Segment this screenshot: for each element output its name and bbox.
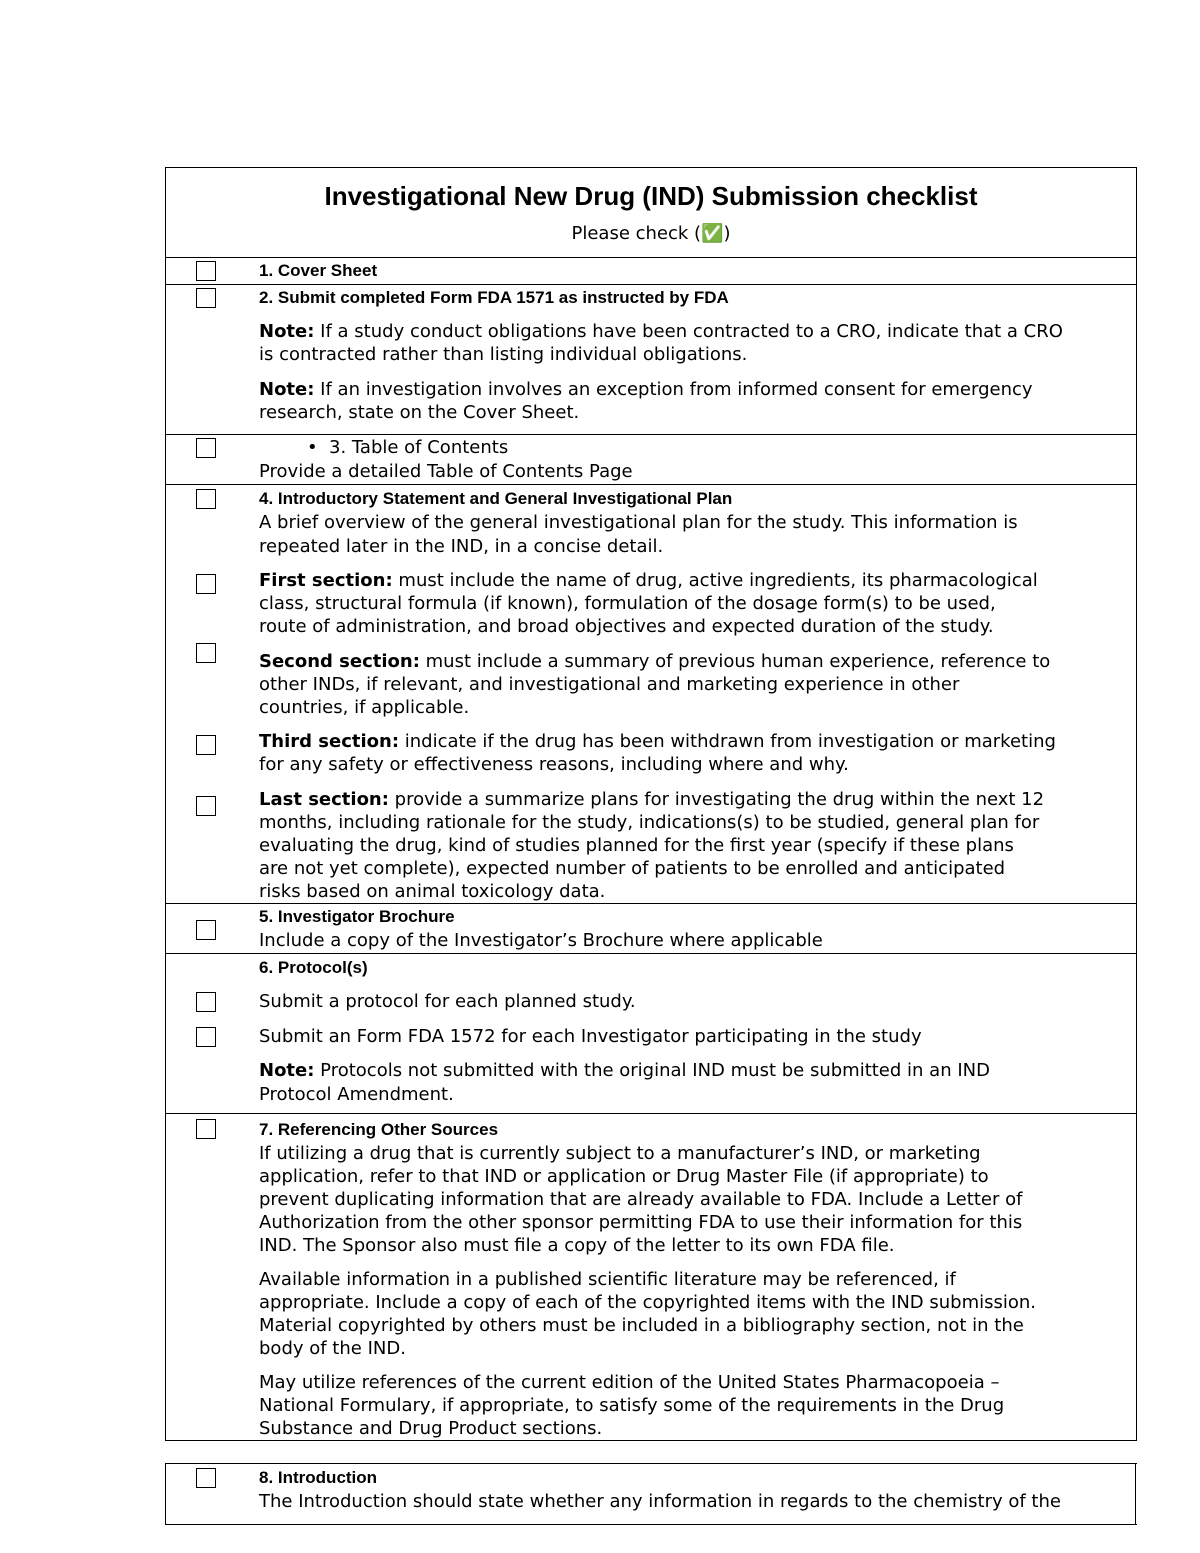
note-text: If a study conduct obligations have been contracted to a CRO, indicate that a CRO	[314, 321, 1063, 342]
protocol-item: Submit an Form FDA 1572 for each Investigator participating in the study	[259, 1026, 922, 1047]
pharmacopoeia-paragraph: Substance and Drug Product sections.	[259, 1418, 603, 1439]
note-label: Note:	[259, 321, 315, 342]
bullet-icon: •	[307, 437, 318, 458]
section-heading-introduction: 8. Introduction	[259, 1468, 378, 1487]
last-section-line: risks based on animal toxicology data.	[259, 881, 606, 902]
first-section-label: First section:	[259, 570, 393, 591]
table-edge	[1135, 1463, 1136, 1525]
third-section-line: for any safety or effectiveness reasons, including where and why.	[259, 754, 849, 775]
first-section-line: route of administration, and broad objectives and expected duration of the study.	[259, 616, 994, 637]
row-divider	[165, 434, 1137, 435]
last-section-label: Last section:	[259, 789, 389, 810]
second-section-line: must include a summary of previous human experience, reference to	[419, 651, 1051, 672]
checkbox-referencing-other-sources[interactable]	[196, 1119, 216, 1139]
references-paragraph: If utilizing a drug that is currently subject to a manufacturer’s IND, or marketing	[259, 1143, 981, 1164]
last-section-text	[259, 788, 1044, 811]
references-paragraph: IND. The Sponsor also must file a copy of the letter to its own FDA file.	[259, 1235, 895, 1256]
page-subtitle: Please check (✅)	[571, 223, 731, 244]
section-heading-referencing-other-sources: 7. Referencing Other Sources	[259, 1120, 499, 1139]
note-label: Note:	[259, 379, 315, 400]
second-section-line: other INDs, if relevant, and investigational and marketing experience in other	[259, 674, 960, 695]
first-section-line: class, structural formula (if known), formulation of the dosage form(s) to be used,	[259, 593, 996, 614]
checkbox-table-of-contents[interactable]	[196, 438, 216, 458]
protocol-item: Submit a protocol for each planned study.	[259, 991, 636, 1012]
pharmacopoeia-paragraph: National Formulary, if appropriate, to satisfy some of the requirements in the Drug	[259, 1395, 1005, 1416]
row-divider	[165, 284, 1137, 285]
note-consent	[259, 378, 1033, 401]
section-heading-investigator-brochure: 5. Investigator Brochure	[259, 907, 455, 926]
section-heading-protocols: 6. Protocol(s)	[259, 958, 368, 977]
row-divider	[165, 1463, 1137, 1464]
row-divider	[165, 257, 1137, 258]
note-text: If an investigation involves an exception from informed consent for emergency	[314, 379, 1033, 400]
third-section-text	[259, 730, 1056, 753]
note-label: Note:	[259, 1060, 315, 1081]
literature-paragraph: Material copyrighted by others must be included in a bibliography section, not in the	[259, 1315, 1024, 1336]
checkbox-introduction[interactable]	[196, 1468, 216, 1488]
checkbox-form-1571[interactable]	[196, 288, 216, 308]
references-paragraph: application, refer to that IND or application or Drug Master File (if appropriate) to	[259, 1166, 989, 1187]
protocol-note-line: Protocol Amendment.	[259, 1084, 454, 1105]
row-divider	[165, 953, 1137, 954]
table-edge	[165, 1463, 166, 1525]
references-paragraph: prevent duplicating information that are already available to FDA. Include a Letter of	[259, 1189, 1023, 1210]
note-cro	[259, 320, 1063, 343]
section-heading-cover-sheet: 1. Cover Sheet	[259, 261, 378, 280]
first-section-text	[259, 569, 1038, 592]
checkbox-protocol-study[interactable]	[196, 992, 216, 1012]
page-title: Investigational New Drug (IND) Submission checklist	[324, 181, 978, 211]
section-heading-form-1571: 2. Submit completed Form FDA 1571 as instructed by FDA	[259, 288, 729, 307]
checkbox-cover-sheet[interactable]	[196, 261, 216, 281]
intro-text: A brief overview of the general investigational plan for the study. This information is	[259, 512, 1018, 533]
checkbox-investigator-brochure[interactable]	[196, 920, 216, 940]
checkbox-introductory-statement[interactable]	[196, 489, 216, 509]
last-section-line: evaluating the drug, kind of studies planned for the first year (specify if these plans	[259, 835, 1014, 856]
row-divider	[165, 1113, 1137, 1114]
checkbox-last-section[interactable]	[196, 796, 216, 816]
first-section-line: must include the name of drug, active ingredients, its pharmacological	[392, 570, 1038, 591]
section-body-investigator-brochure: Include a copy of the Investigator’s Brochure where applicable	[259, 930, 823, 951]
checkbox-third-section[interactable]	[196, 735, 216, 755]
last-section-line: months, including rationale for the study, indications(s) to be studied, general plan for	[259, 812, 1040, 833]
row-divider	[165, 484, 1137, 485]
literature-paragraph: body of the IND.	[259, 1338, 406, 1359]
second-section-text	[259, 650, 1050, 673]
section-body-introduction: The Introduction should state whether any information in regards to the chemistry of the	[259, 1491, 1061, 1512]
second-section-label: Second section:	[259, 651, 420, 672]
section-heading-table-of-contents: 3. Table of Contents	[329, 437, 509, 458]
pharmacopoeia-paragraph: May utilize references of the current edition of the United States Pharmacopoeia –	[259, 1372, 1000, 1393]
second-section-line: countries, if applicable.	[259, 697, 470, 718]
note-text: Protocols not submitted with the original IND must be submitted in an IND	[314, 1060, 990, 1081]
section-heading-introductory-statement: 4. Introductory Statement and General Investigational Plan	[259, 489, 733, 508]
protocol-note	[259, 1059, 990, 1082]
row-divider	[165, 1524, 1137, 1525]
literature-paragraph: Available information in a published scientific literature may be referenced, if	[259, 1269, 956, 1290]
checkbox-form-1572[interactable]	[196, 1027, 216, 1047]
last-section-line: are not yet complete), expected number of patients to be enrolled and anticipated	[259, 858, 1006, 879]
row-divider	[165, 903, 1137, 904]
third-section-line: indicate if the drug has been withdrawn from investigation or marketing	[399, 731, 1056, 752]
third-section-label: Third section:	[259, 731, 400, 752]
literature-paragraph: appropriate. Include a copy of each of the copyrighted items with the IND submission.	[259, 1292, 1037, 1313]
note-cro-line: is contracted rather than listing individual obligations.	[259, 344, 748, 365]
intro-text: repeated later in the IND, in a concise detail.	[259, 536, 664, 557]
section-body-table-of-contents: Provide a detailed Table of Contents Page	[259, 461, 633, 482]
checkbox-first-section[interactable]	[196, 574, 216, 594]
last-section-line: provide a summarize plans for investigating the drug within the next 12	[388, 789, 1045, 810]
checkbox-second-section[interactable]	[196, 643, 216, 663]
references-paragraph: Authorization from the other sponsor permitting FDA to use their information for this	[259, 1212, 1023, 1233]
note-consent-line: research, state on the Cover Sheet.	[259, 402, 580, 423]
